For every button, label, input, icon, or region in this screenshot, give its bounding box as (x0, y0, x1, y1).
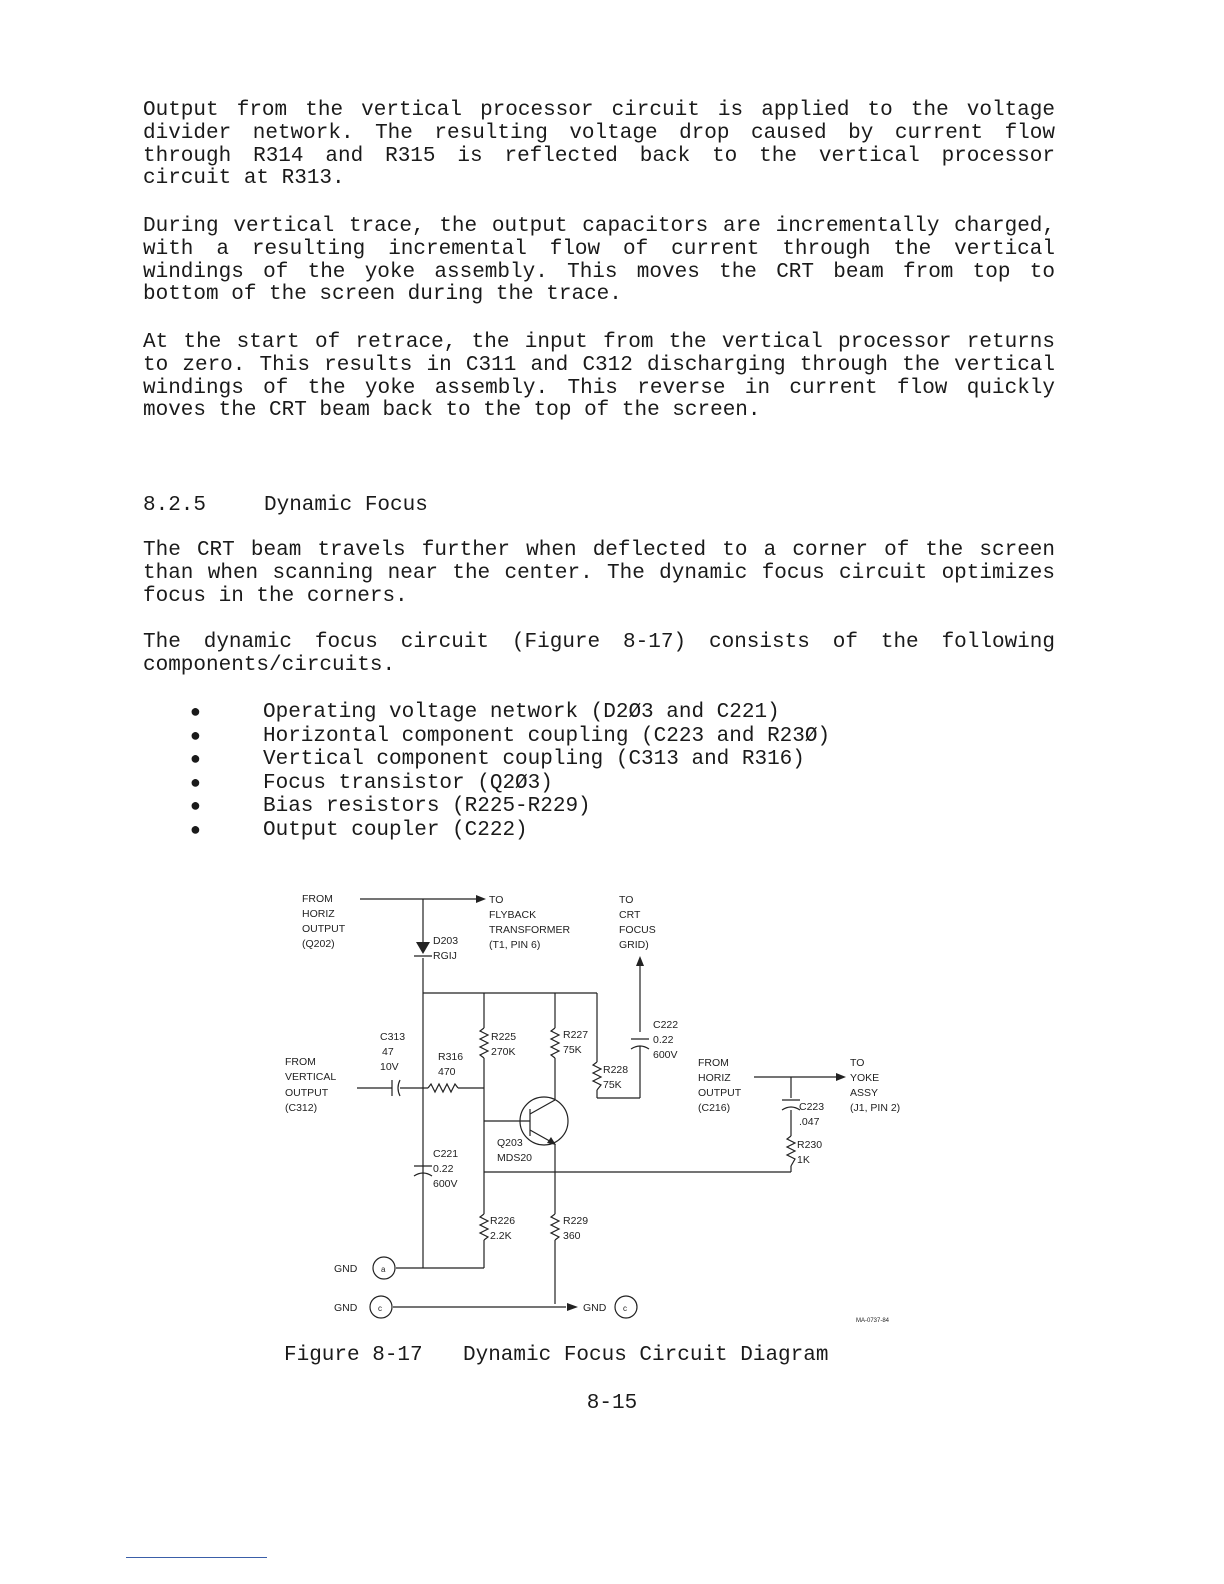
svg-text:0.22: 0.22 (433, 1163, 454, 1175)
r228-resistor-icon (593, 1062, 601, 1090)
bullet-icon: ● (190, 750, 201, 771)
label-r226 (490, 1215, 515, 1242)
bullet-icon: ● (190, 797, 201, 818)
svg-text:FROM: FROM (285, 1056, 316, 1068)
wires (357, 895, 846, 1311)
svg-text:C221: C221 (433, 1148, 459, 1160)
svg-text:GND: GND (583, 1302, 607, 1314)
svg-text:HORIZ: HORIZ (302, 908, 335, 920)
bullet-icon: ● (190, 703, 201, 723)
svg-text:C222: C222 (653, 1019, 679, 1031)
label-from-horiz-c216 (698, 1057, 742, 1114)
svg-text:TO: TO (619, 894, 634, 906)
label-r230 (797, 1139, 822, 1166)
bullet-icon: ● (190, 773, 201, 794)
footer-rule (126, 1557, 267, 1558)
label-c313 (380, 1031, 405, 1073)
label-gnd-c-right (583, 1302, 627, 1314)
svg-text:10V: 10V (380, 1061, 399, 1073)
svg-text:(J1, PIN 2): (J1, PIN 2) (850, 1102, 901, 1114)
intro-paragraph-1: Output from the vertical processor circuit is applied to the voltage divider network. The resulting voltage drop caused by current flow through R314 and R315 is reflected back to the vertical processor circuit at R313. (143, 99, 1055, 191)
svg-text:C223: C223 (799, 1101, 825, 1113)
svg-text:0.22: 0.22 (653, 1034, 674, 1046)
bullet-icon: ● (190, 820, 201, 841)
svg-text:GND: GND (334, 1302, 358, 1314)
svg-text:MDS20: MDS20 (497, 1152, 533, 1164)
label-r228 (603, 1064, 628, 1091)
svg-text:360: 360 (563, 1230, 581, 1242)
svg-text:FLYBACK: FLYBACK (489, 909, 537, 921)
label-c223 (799, 1101, 824, 1128)
intro-paragraph-2: During vertical trace, the output capacitors are incrementally charged, with a resulting incremental flow of current through the vertical windings of the yoke assembly. This moves the CRT beam from top to bottom of the screen during the trace. (143, 215, 1055, 307)
svg-text:a: a (381, 1265, 386, 1274)
label-r225 (491, 1031, 516, 1058)
svg-text:.047: .047 (799, 1116, 820, 1128)
svg-text:FROM: FROM (302, 893, 333, 905)
svg-text:(C216): (C216) (698, 1102, 731, 1114)
svg-text:CRT: CRT (619, 909, 641, 921)
label-to-flyback (489, 894, 571, 951)
svg-text:R230: R230 (797, 1139, 823, 1151)
label-r316 (438, 1051, 463, 1078)
svg-text:OUTPUT: OUTPUT (285, 1087, 329, 1099)
svg-text:FOCUS: FOCUS (619, 924, 656, 936)
r230-resistor-icon (787, 1136, 795, 1166)
section-paragraph-2: The dynamic focus circuit (Figure 8-17) consists of the following components/circuits. (143, 631, 1055, 677)
svg-text:C313: C313 (380, 1031, 406, 1043)
figure-title: Dynamic Focus Circuit Diagram (463, 1344, 829, 1367)
label-to-yoke (850, 1057, 900, 1114)
section-title: Dynamic Focus (264, 494, 428, 517)
svg-text:Q203: Q203 (497, 1137, 523, 1149)
svg-text:OUTPUT: OUTPUT (698, 1087, 742, 1099)
label-from-horiz (302, 893, 346, 950)
svg-text:c: c (378, 1304, 382, 1313)
label-from-vertical (285, 1056, 336, 1114)
svg-text:D203: D203 (433, 935, 459, 947)
svg-text:(Q202): (Q202) (302, 938, 335, 950)
r316-resistor-icon (428, 1084, 458, 1092)
list-item: ● Bias resistors (R225-R229) (190, 795, 591, 819)
svg-text:c: c (623, 1304, 627, 1313)
r225-resistor-icon (480, 1028, 488, 1058)
bullet-icon: ● (190, 726, 201, 747)
label-to-crt (619, 894, 656, 951)
svg-text:600V: 600V (653, 1049, 678, 1061)
svg-text:YOKE: YOKE (850, 1072, 880, 1084)
svg-text:1K: 1K (797, 1154, 810, 1166)
list-item: ● Operating voltage network (D2Ø3 and C221) (190, 701, 780, 724)
svg-text:R225: R225 (491, 1031, 517, 1043)
list-item: ● Vertical component coupling (C313 and R316) (190, 748, 805, 772)
label-r227 (563, 1029, 588, 1056)
svg-text:75K: 75K (563, 1044, 582, 1056)
label-gnd-c-left (334, 1302, 382, 1314)
svg-text:R316: R316 (438, 1051, 464, 1063)
list-item: ● Focus transistor (Q2Ø3) (190, 771, 553, 795)
label-c221 (433, 1148, 458, 1190)
r226-resistor-icon (480, 1214, 488, 1240)
section-paragraph-1: The CRT beam travels further when deflected to a corner of the screen than when scanning near the center. The dynamic focus circuit optimizes focus in the corners. (143, 539, 1055, 608)
drawing-code: MA-0737-84 (856, 1318, 890, 1324)
label-r229 (563, 1215, 588, 1242)
figure-number: Figure 8-17 (284, 1344, 423, 1367)
d203-diode-icon (414, 942, 432, 956)
c223-capacitor-icon (782, 1100, 800, 1110)
svg-text:ASSY: ASSY (850, 1087, 879, 1099)
svg-text:TO: TO (850, 1057, 865, 1069)
svg-text:(T1, PIN 6): (T1, PIN 6) (489, 939, 541, 951)
label-gnd-a (334, 1263, 386, 1275)
intro-paragraph-3: At the start of retrace, the input from the vertical processor returns to zero. This results in C311 and C312 discharging through the vertical windings of the yoke assembly. This reverse in current flow quickly moves the CRT beam back to the top of the screen. (143, 331, 1055, 423)
svg-text:470: 470 (438, 1066, 456, 1078)
r227-resistor-icon (551, 1028, 559, 1058)
svg-text:75K: 75K (603, 1079, 622, 1091)
page-number: 8-15 (586, 1392, 638, 1415)
svg-text:(C312): (C312) (285, 1102, 318, 1114)
svg-text:GND: GND (334, 1263, 358, 1275)
svg-text:RGIJ: RGIJ (433, 950, 457, 962)
svg-text:GRID): GRID) (619, 939, 649, 951)
svg-text:FROM: FROM (698, 1057, 729, 1069)
list-item: ● Horizontal component coupling (C223 and R23Ø) (190, 724, 831, 748)
svg-text:47: 47 (382, 1046, 394, 1058)
svg-text:TRANSFORMER: TRANSFORMER (489, 924, 571, 936)
svg-text:2.2K: 2.2K (490, 1230, 512, 1242)
svg-text:HORIZ: HORIZ (698, 1072, 731, 1084)
label-q203 (497, 1137, 532, 1164)
list-item: ● Output coupler (C222) (190, 818, 528, 842)
svg-text:R229: R229 (563, 1215, 589, 1227)
figure-caption (284, 1344, 828, 1367)
svg-text:VERTICAL: VERTICAL (285, 1071, 337, 1083)
svg-text:600V: 600V (433, 1178, 458, 1190)
label-d203 (433, 935, 458, 962)
svg-text:R226: R226 (490, 1215, 516, 1227)
section-number: 8.2.5 (143, 494, 207, 517)
label-c222 (653, 1019, 678, 1061)
svg-text:270K: 270K (491, 1046, 516, 1058)
svg-text:R227: R227 (563, 1029, 589, 1041)
svg-text:OUTPUT: OUTPUT (302, 923, 346, 935)
r229-resistor-icon (551, 1214, 559, 1240)
svg-text:R228: R228 (603, 1064, 629, 1076)
c313-capacitor-icon (392, 1080, 400, 1096)
svg-text:TO: TO (489, 894, 504, 906)
